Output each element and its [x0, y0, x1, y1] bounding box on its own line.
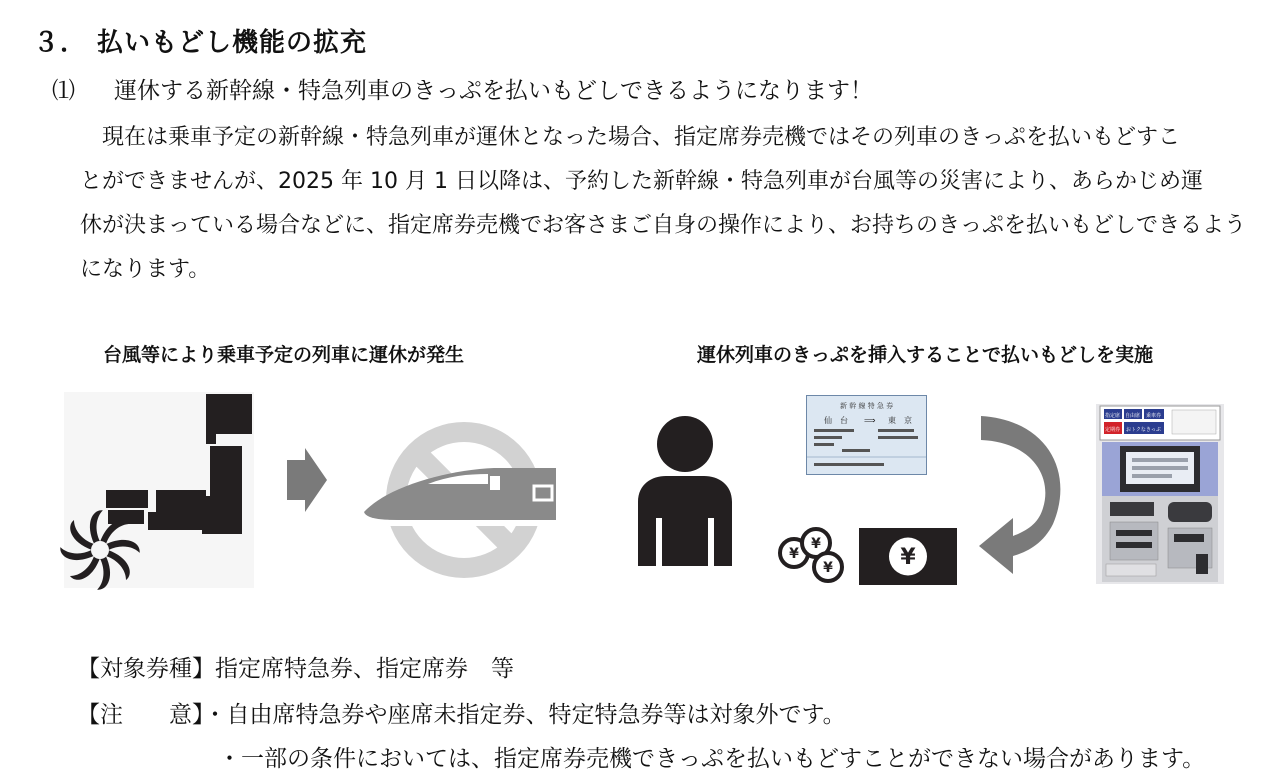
person-icon	[630, 414, 740, 566]
machine-label-4: 定期券	[1105, 427, 1121, 433]
ticket-icon	[806, 395, 927, 475]
machine-label-3: 乗車券	[1146, 413, 1162, 419]
section-title: 払いもどし機能の拡充	[97, 28, 368, 58]
ticket-from: 仙 台	[824, 416, 848, 425]
ticket-arrow: ⟹	[864, 416, 876, 425]
caution-item-1: ・自由席特急券や座席未指定券、特定特急券等は対象外です。	[203, 702, 846, 728]
svg-text:¥: ¥	[900, 545, 916, 570]
caution-row-1	[77, 696, 846, 729]
paragraph-line-4: になります。	[80, 257, 211, 282]
banknote-icon	[859, 528, 957, 585]
subsection-title: 運休する新幹線・特急列車のきっぷを払いもどしできるようになります！	[114, 78, 873, 104]
section-number: ３．	[33, 28, 88, 58]
machine-label-1: 指定席	[1105, 413, 1121, 419]
machine-label-5: おトクなきっぷ	[1126, 427, 1161, 433]
caution-item-2: ・一部の条件においては、指定席券売機できっぷを払いもどすことができない場合があります。	[218, 746, 1206, 772]
japan-map-typhoon-icon	[64, 392, 254, 588]
subsection-number: ⑴	[52, 78, 75, 104]
machine-label-2: 自由席	[1125, 413, 1141, 419]
paragraph-line-3: 休が決まっている場合などに、指定席券売機でお客さまご自身の操作により、お持ちのきっぷを払いもどしできるよう	[80, 213, 1247, 238]
ticket-to: 東 京	[888, 416, 912, 425]
target-text: 指定席特急券、指定席券 等	[215, 656, 514, 682]
subsection-heading	[52, 72, 873, 105]
caution-label: 【注 意】	[77, 702, 204, 728]
target-ticket-types	[77, 650, 514, 683]
svg-text:¥: ¥	[811, 536, 821, 552]
right-arrow-icon	[287, 448, 327, 512]
paragraph-line-1: 現在は乗車予定の新幹線・特急列車が運休となった場合、指定席券売機ではその列車のきっぷを払いもどすこ	[80, 125, 1181, 150]
left-figure-caption: 台風等により乗車予定の列車に運休が発生	[103, 344, 465, 366]
section-heading	[33, 22, 367, 59]
curved-arrow-icon	[977, 412, 1069, 576]
target-label: 【対象券種】	[77, 656, 215, 682]
paragraph-line-2: とができませんが、2025 年 10 月 1 日以降は、予約した新幹線・特急列車が台風等の災害により、あらかじめ運	[80, 169, 1203, 194]
svg-text:¥: ¥	[789, 546, 799, 562]
ticket-header: 新 幹 線 特 急 券	[840, 402, 894, 410]
cancelled-train-icon	[358, 412, 558, 588]
ticket-machine-icon	[1096, 404, 1224, 584]
right-figure-caption: 運休列車のきっぷを挿入することで払いもどしを実施	[697, 344, 1154, 366]
coins-icon	[776, 527, 846, 585]
svg-text:¥: ¥	[823, 560, 833, 576]
